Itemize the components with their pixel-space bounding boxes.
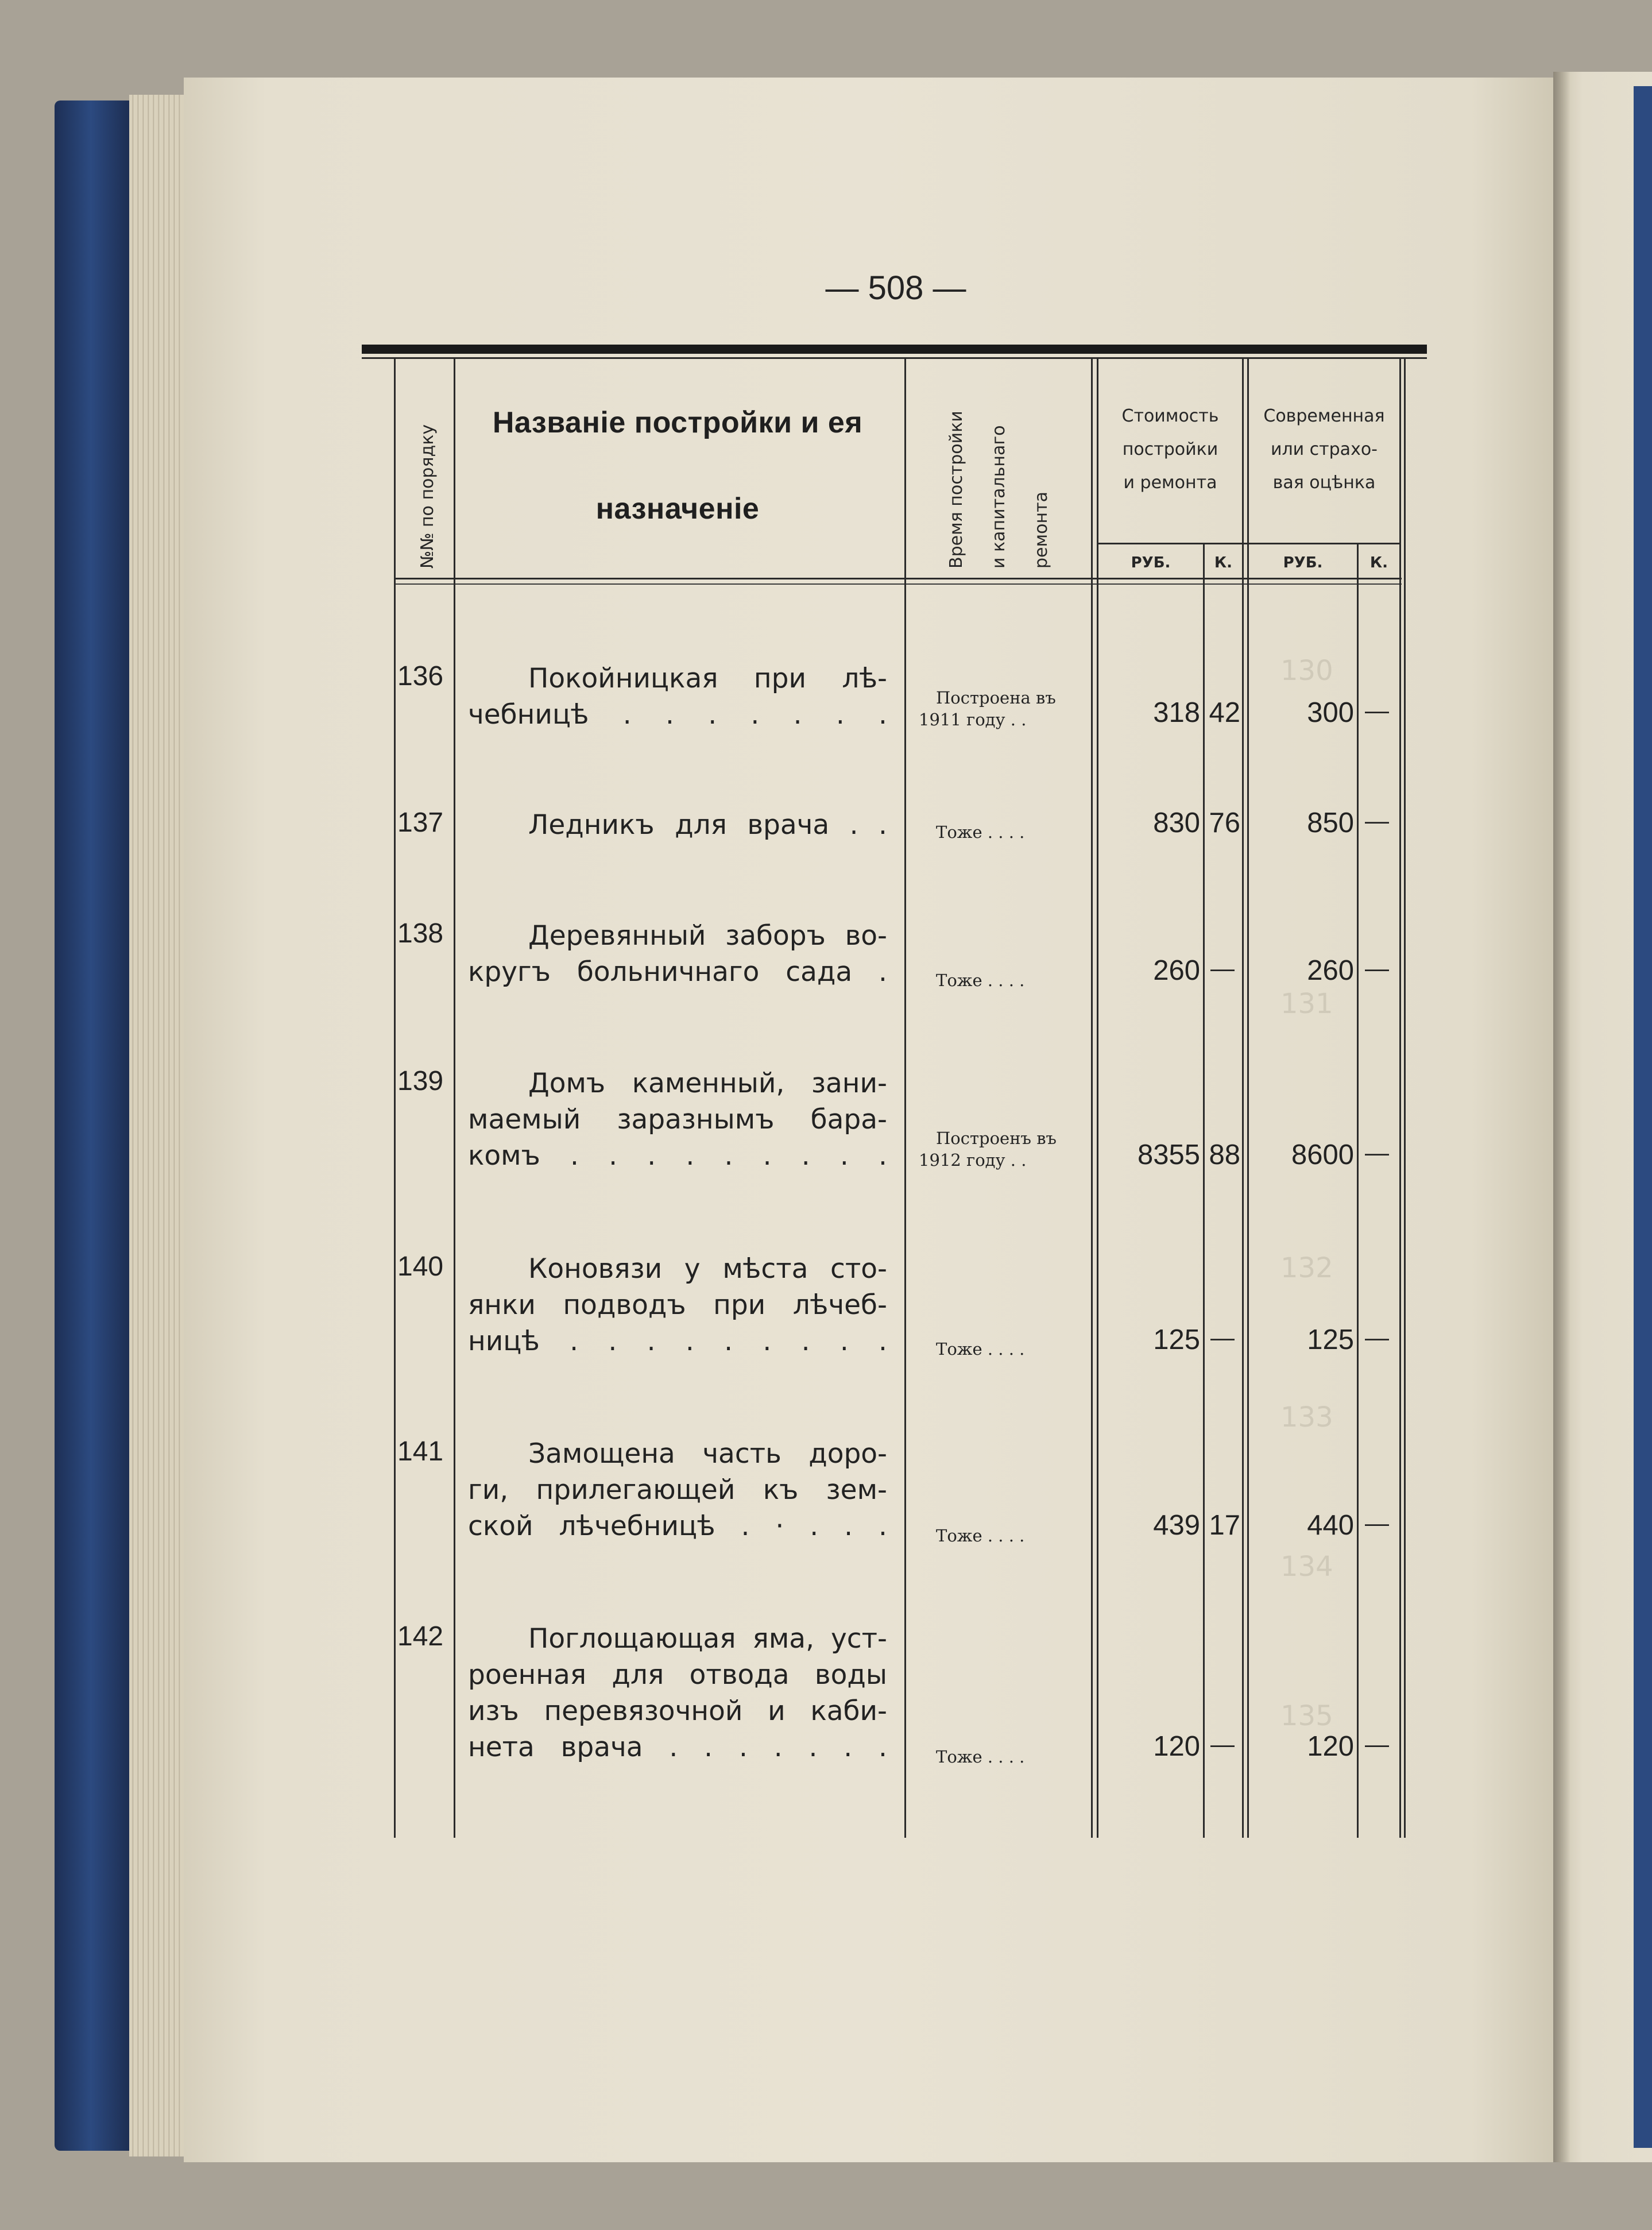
header-number: №№ по порядку [417, 424, 438, 569]
unit-kop-cost: К. [1214, 554, 1233, 571]
cost-kop: 17 [1209, 1510, 1240, 1541]
value-kop: — [1365, 1730, 1389, 1757]
table-top-rule-thin [362, 357, 1427, 359]
row-time: Тоже . . . . [936, 971, 1025, 990]
row-name: Домъ каменный, зани- маемый заразнымъ бара- комъ . . . . . . . . . [468, 1068, 887, 1172]
header-bottom-rule-thin [394, 583, 1402, 585]
value-rub: 850 [1307, 807, 1354, 838]
value-rub: 120 [1307, 1731, 1354, 1762]
header-bottom-rule [394, 578, 1402, 579]
row-name: Коновязи у мѣста сто- янки подводъ при лѣчеб- ницѣ . . . . . . . . . [468, 1253, 887, 1357]
header-value: Современная или страхо- вая оцѣнка [1263, 406, 1385, 493]
row-name: Замощена часть доро- ги, прилегающей къ зем- ской лѣчебницѣ . · . . . [468, 1438, 887, 1542]
column-divider [454, 359, 455, 1838]
bleed-through: 131 [1280, 988, 1333, 1020]
value-kop: — [1365, 954, 1389, 981]
row-time: Тоже . . . . [936, 1339, 1025, 1359]
row-number: 137 [397, 807, 444, 838]
cost-kop: 88 [1209, 1139, 1240, 1170]
row-time: Построена въ 1911 году . . [919, 688, 1056, 729]
book-cover-right [1634, 86, 1652, 2148]
table-right-border [1399, 359, 1401, 1838]
value-kop: — [1365, 1324, 1389, 1351]
unit-rub-cost: РУБ. [1131, 554, 1171, 571]
table-right-border [1404, 359, 1406, 1838]
header-cost: Стоимость постройки и ремонта [1121, 406, 1219, 493]
bleed-through: 134 [1280, 1551, 1333, 1583]
column-divider [904, 359, 906, 1838]
value-kop: — [1365, 1139, 1389, 1166]
bleed-through: 130 [1280, 655, 1333, 687]
row-number: 140 [397, 1251, 444, 1282]
row-time: Тоже . . . . [936, 822, 1025, 842]
value-rub: 8600 [1291, 1139, 1354, 1170]
value-kop: — [1365, 807, 1389, 834]
page-number: — 508 — [825, 269, 966, 307]
column-divider [1091, 359, 1093, 1838]
row-time: Тоже . . . . [936, 1747, 1025, 1767]
cost-kop: — [1210, 1324, 1235, 1351]
column-divider [1357, 543, 1359, 1838]
table-top-rule [362, 345, 1427, 354]
value-rub: 260 [1307, 955, 1354, 986]
row-number: 141 [397, 1436, 444, 1467]
bleed-through: 133 [1280, 1401, 1333, 1433]
column-divider [1247, 359, 1249, 1838]
row-name: Поглощающая яма, уст- роенная для отвода воды изъ перевязочной и каби- нета врача . . . . . . . [468, 1623, 887, 1763]
row-number: 138 [397, 918, 444, 949]
row-name: Деревянный заборъ во- кругъ больничнаго сада . [468, 920, 887, 988]
header-time-line3: ремонта [1031, 492, 1051, 569]
row-number: 136 [397, 661, 444, 691]
unit-row-rule [1097, 543, 1401, 544]
value-rub: 300 [1307, 697, 1354, 728]
cost-rub: 260 [1153, 955, 1200, 986]
unit-rub-value: РУБ. [1283, 554, 1323, 571]
header-name-line1: Названіе постройки и ея [492, 406, 863, 439]
bleed-through: 132 [1280, 1252, 1333, 1284]
value-kop: — [1365, 1509, 1389, 1536]
cost-rub: 439 [1153, 1510, 1200, 1541]
row-number: 142 [397, 1621, 444, 1652]
cost-rub: 318 [1153, 697, 1200, 728]
book-cover [55, 101, 135, 2151]
row-name: Покойницкая при лѣ- чебницѣ . . . . . . . [468, 663, 887, 731]
value-rub: 125 [1307, 1324, 1354, 1355]
row-time: Тоже . . . . [936, 1526, 1025, 1545]
row-number: 139 [397, 1066, 444, 1096]
row-time: Построенъ въ 1912 году . . [919, 1128, 1057, 1170]
column-divider [1097, 359, 1098, 1838]
row-name: Ледникъ для врача . . [528, 809, 887, 841]
cost-rub: 8355 [1137, 1139, 1200, 1170]
cost-kop: — [1210, 1730, 1235, 1757]
cost-rub: 830 [1153, 807, 1200, 838]
table-left-border [394, 359, 396, 1838]
value-kop: — [1365, 697, 1389, 724]
cost-kop: 42 [1209, 697, 1240, 728]
bleed-through: 135 [1280, 1700, 1333, 1732]
column-divider [1203, 543, 1205, 1838]
cost-rub: 125 [1153, 1324, 1200, 1355]
cost-kop: 76 [1209, 807, 1240, 838]
header-time-line2: и капитальнаго [989, 425, 1009, 569]
cost-kop: — [1210, 954, 1235, 981]
column-divider [1242, 359, 1244, 1838]
cost-rub: 120 [1153, 1731, 1200, 1762]
header-name-line2: назначеніе [595, 492, 760, 525]
value-rub: 440 [1307, 1510, 1354, 1541]
unit-kop-value: К. [1369, 554, 1388, 571]
header-time-line1: Время постройки [946, 411, 966, 569]
